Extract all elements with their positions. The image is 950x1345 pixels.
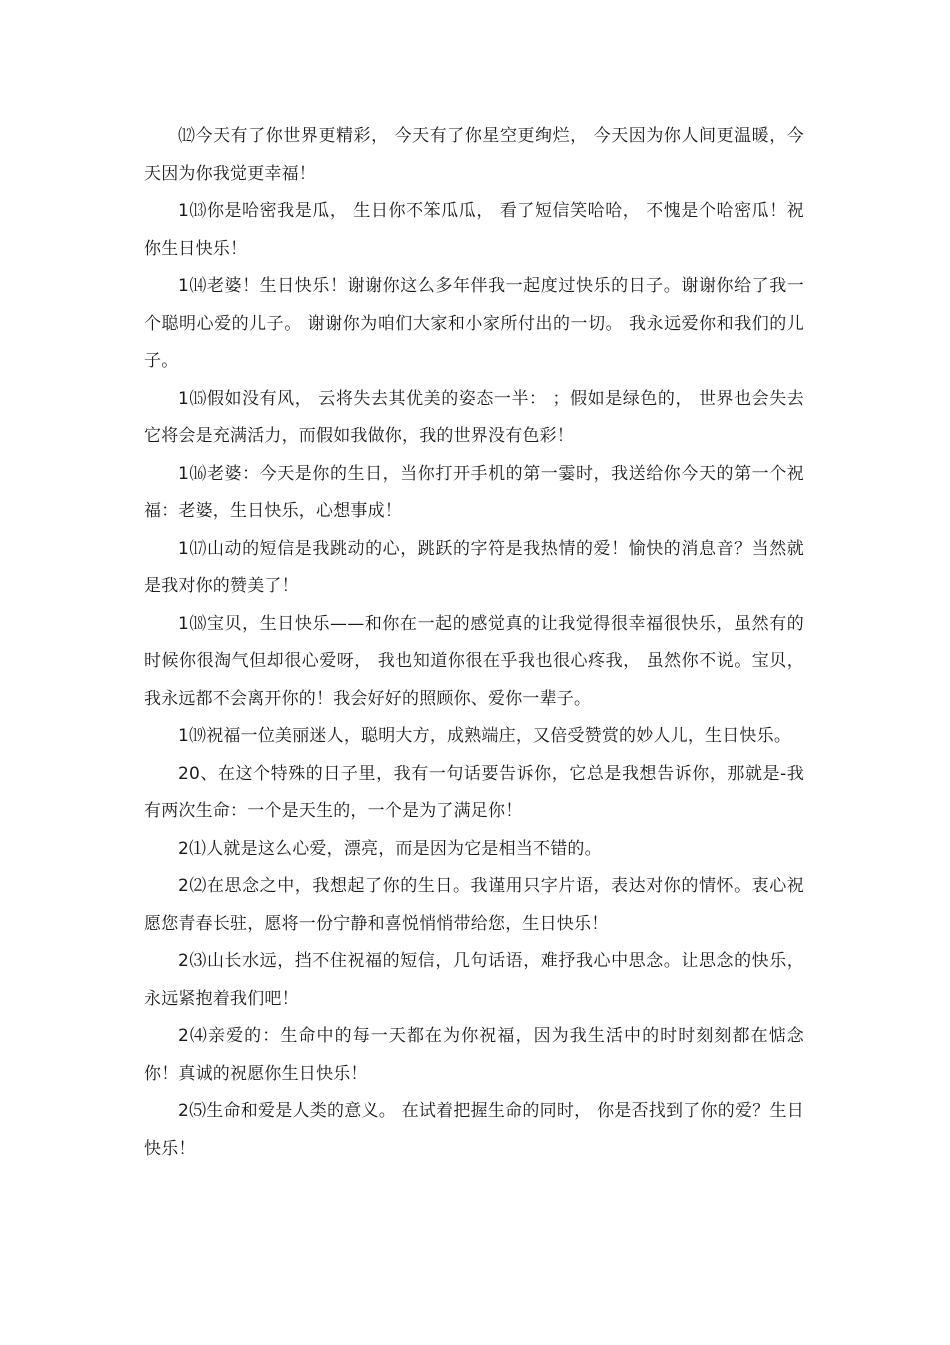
paragraph: 1⒄山动的短信是我跳动的心，跳跃的字符是我热情的爱！愉快的消息音？当然就是我对你的赞美了！	[144, 538, 804, 596]
paragraph: 1⒆祝福一位美丽迷人，聪明大方，成熟端庄，又倍受赞赏的妙人儿，生日快乐。	[178, 726, 792, 746]
paragraph: 2⑷亲爱的：生命中的每一天都在为你祝福，因为我生活中的时时刻刻都在惦念你！真诚的祝愿你生日快乐！	[144, 1026, 804, 1084]
paragraph: ⑿今天有了你世界更精彩， 今天有了你星空更绚烂， 今天因为你人间更温暖，今天因为你我觉更幸福！	[144, 126, 804, 184]
paragraph: 2⑵在思念之中，我想起了你的生日。我谨用只字片语，表达对你的情怀。衷心祝愿您青春长驻，愿将一份宁静和喜悦悄悄带给您，生日快乐！	[144, 876, 804, 934]
paragraph: 2⑴人就是这么心爱，漂亮，而是因为它是相当不错的。	[178, 838, 602, 859]
paragraph: 1⒃老婆：今天是你的生日，当你打开手机的第一霎时，我送给你今天的第一个祝福：老婆，生日快乐，心想事成！	[144, 463, 804, 521]
paragraph: 20、在这个特殊的日子里，我有一句话要告诉你，它总是我想告诉你，那就是-我有两次生命：一个是天生的，一个是为了满足你！	[144, 763, 804, 821]
paragraph: 1⒅宝贝，生日快乐——和你在一起的感觉真的让我觉得很幸福很快乐，虽然有的时候你很淘气但却很心爱呀， 我也知道你很在乎我也很心疼我， 虽然你不说。宝贝，我永远都不会离开你的！我会好好的照顾你、爱你一辈子。	[144, 613, 804, 709]
paragraph: 1⒁老婆！生日快乐！谢谢你这么多年伴我一起度过快乐的日子。谢谢你给了我一个聪明心爱的儿子。 谢谢你为咱们大家和小家所付出的一切。 我永远爱你和我们的儿子。	[144, 276, 804, 371]
document-body	[144, 118, 804, 1168]
paragraph: 1⒂假如没有风， 云将失去其优美的姿态一半： ；假如是绿色的， 世界也会失去它将会是充满活力，而假如我做你，我的世界没有色彩！	[144, 388, 804, 446]
paragraph: 2⑶山长水远，挡不住祝福的短信，几句话语，难抒我心中思念。让思念的快乐，永远紧抱着我们吧！	[144, 951, 804, 1009]
paragraph: 2⑸生命和爱是人类的意义。 在试着把握生命的同时， 你是否找到了你的爱？生日快乐！	[144, 1101, 804, 1159]
paragraph: 1⒀你是哈密我是瓜， 生日你不笨瓜瓜， 看了短信笑哈哈， 不愧是个哈密瓜！祝你生日快乐！	[144, 201, 804, 259]
